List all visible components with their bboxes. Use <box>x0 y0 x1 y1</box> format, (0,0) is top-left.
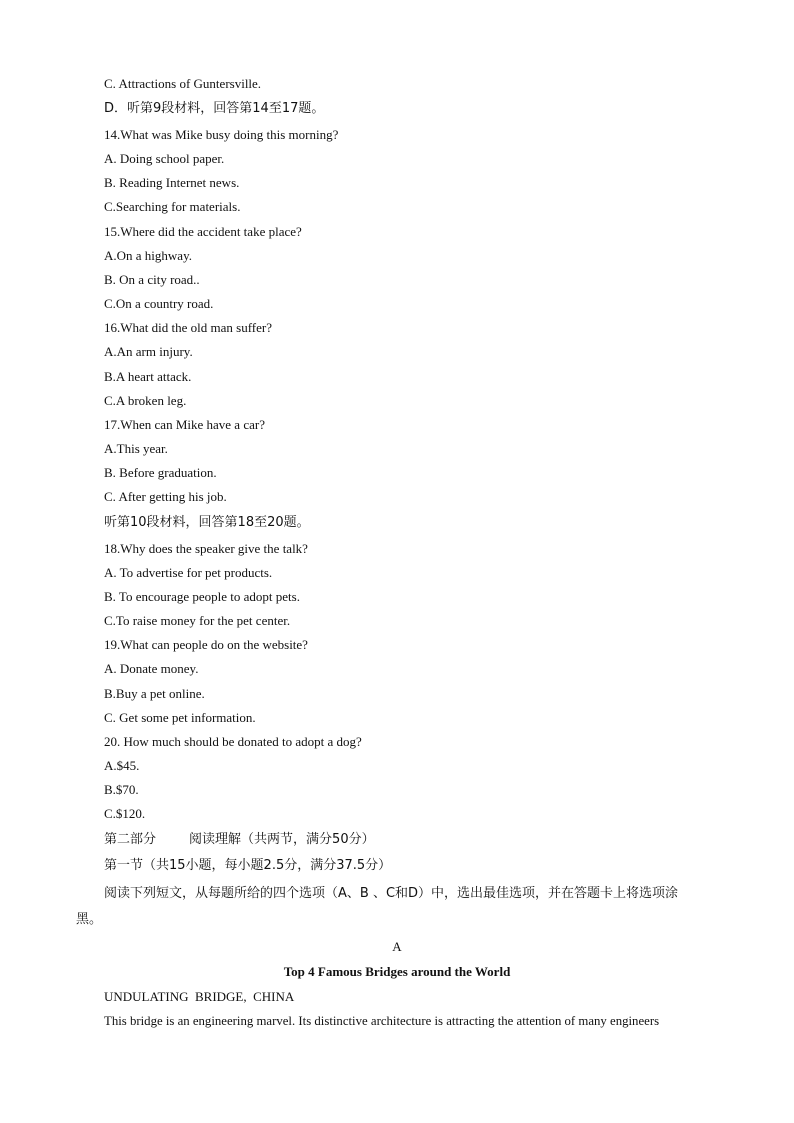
option-line: C.On a country road. <box>104 296 214 311</box>
subsection-title: 第一节（共15小题，每小题2.5分，满分37.5分） <box>104 858 392 873</box>
passage-title: Top 4 Famous Bridges around the World <box>283 964 511 979</box>
question-line: 14.What was Mike busy doing this morning? <box>104 127 339 142</box>
option-line: B. Before graduation. <box>104 465 217 480</box>
listening-instruction: D．听第9段材料，回答第14至17题。 <box>104 101 325 116</box>
option-line: B.$70. <box>104 782 139 797</box>
option-line: A. Doing school paper. <box>104 151 225 166</box>
option-line: B.Buy a pet online. <box>104 686 205 701</box>
option-line: C.$120. <box>104 806 146 821</box>
section-heading: UNDULATING BRIDGE, CHINA <box>104 989 295 1004</box>
listening-instruction: 听第10段材料，回答第18至20题。 <box>104 515 310 530</box>
passage-body: This bridge is an engineering marvel. Its distinctive architecture is attracting the attention of many engineers <box>104 1014 660 1028</box>
part-title: 第二部分 阅读理解（共两节，满分50分） <box>104 832 375 847</box>
option-line: B. To encourage people to adopt pets. <box>104 589 300 604</box>
option-line: C. Attractions of Guntersville. <box>104 76 262 91</box>
option-line: C.A broken leg. <box>104 393 187 408</box>
option-line: C. After getting his job. <box>104 489 227 504</box>
question-line: 15.Where did the accident take place? <box>104 224 302 239</box>
option-line: A. Donate money. <box>104 661 199 676</box>
passage-letter: A <box>392 939 402 954</box>
option-line: C.Searching for materials. <box>104 199 241 214</box>
option-line: A.On a highway. <box>104 248 192 263</box>
reading-instruction-continued: 黑。 <box>76 912 103 927</box>
option-line: A.An arm injury. <box>104 344 193 359</box>
reading-instruction: 阅读下列短文，从每题所给的四个选项（A、B 、C和D）中，选出最佳选项，并在答题卡上将选项涂 <box>104 886 679 901</box>
option-line: B. On a city road.. <box>104 272 200 287</box>
option-line: C.To raise money for the pet center. <box>104 613 291 628</box>
question-line: 20. How much should be donated to adopt a dog? <box>104 734 362 749</box>
option-line: A. To advertise for pet products. <box>104 565 273 580</box>
question-line: 18.Why does the speaker give the talk? <box>104 541 308 556</box>
option-line: C. Get some pet information. <box>104 710 256 725</box>
question-line: 17.When can Mike have a car? <box>104 417 265 432</box>
question-line: 16.What did the old man suffer? <box>104 320 272 335</box>
question-line: 19.What can people do on the website? <box>104 637 308 652</box>
option-line: A.$45. <box>104 758 140 773</box>
option-line: B. Reading Internet news. <box>104 175 240 190</box>
option-line: B.A heart attack. <box>104 369 192 384</box>
option-line: A.This year. <box>104 441 168 456</box>
